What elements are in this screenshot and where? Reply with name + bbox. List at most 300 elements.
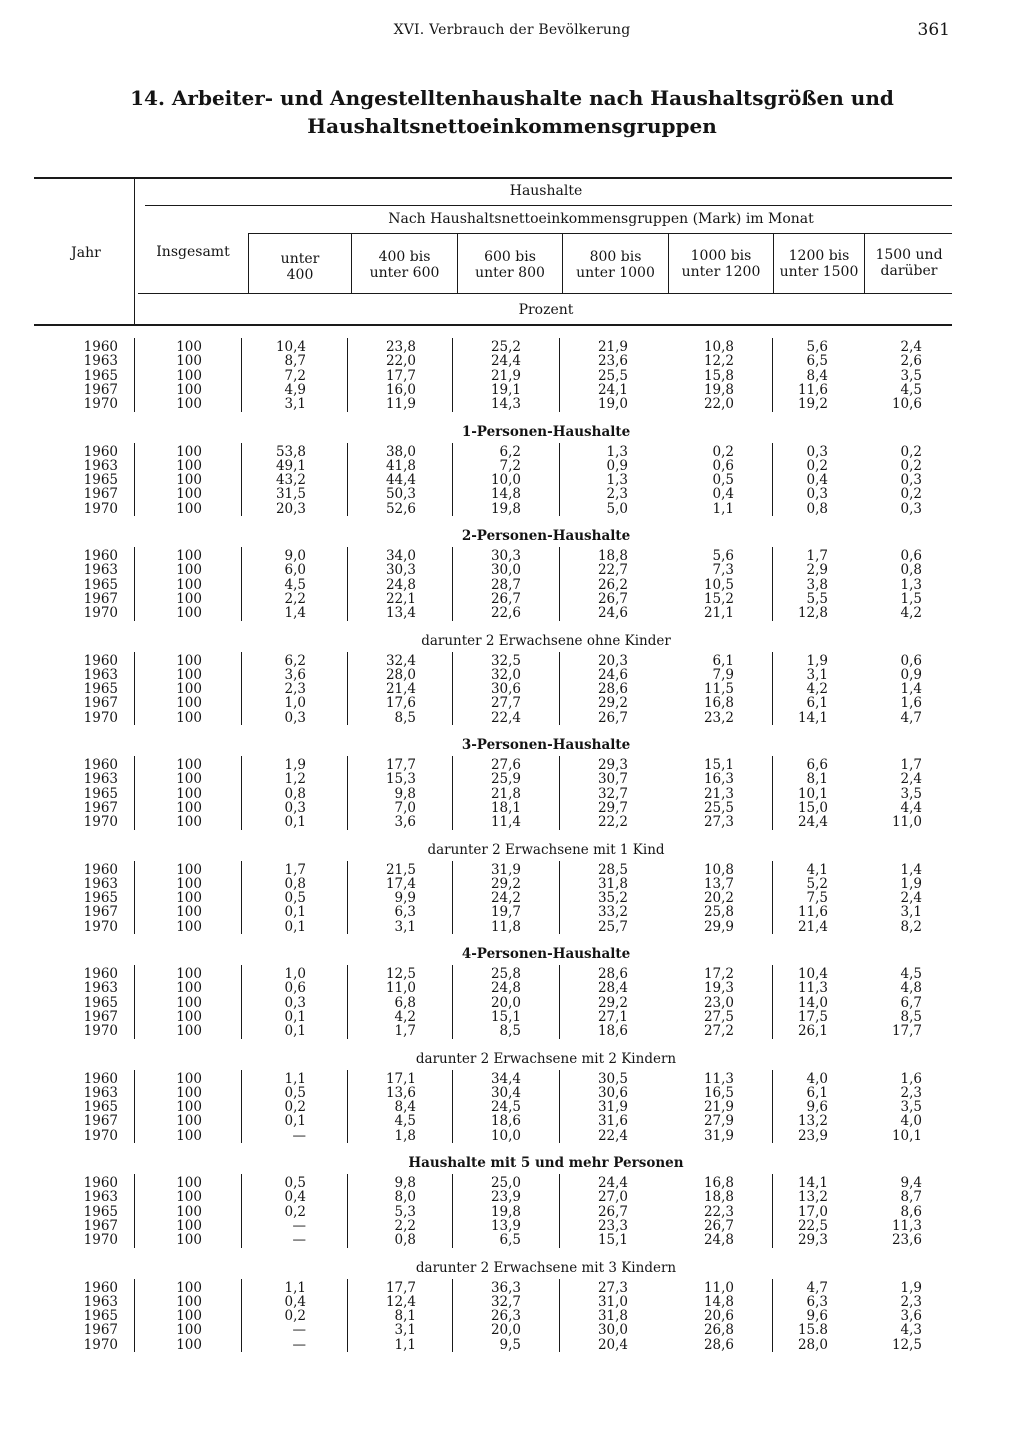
value-cell: 14,1	[797, 709, 828, 726]
table-row	[0, 758, 1024, 772]
value-cell: 30,3	[490, 548, 521, 564]
value-cell: 7,3	[712, 562, 734, 579]
value-cell: 18,8	[597, 548, 628, 564]
running-head: XVI. Verbrauch der Bevölkerung	[393, 22, 631, 38]
value-cell: 26,1	[797, 1023, 828, 1040]
value-cell: 19,7	[490, 904, 521, 921]
page-number: 361	[917, 20, 950, 40]
value-cell: 0,3	[284, 709, 306, 726]
value-cell: 3,1	[284, 396, 306, 413]
value-cell: 8,1	[806, 771, 828, 788]
value-cell: 8,6	[900, 1203, 922, 1220]
value-cell: 17,5	[797, 1008, 828, 1025]
year-cell: 1967	[83, 1217, 118, 1234]
year-cell: 1963	[83, 457, 118, 474]
value-cell: 24,4	[797, 814, 828, 831]
value-cell: 27,6	[490, 757, 521, 773]
value-cell: 1,3	[606, 443, 628, 460]
year-cell: 1970	[83, 605, 118, 622]
value-cell: —	[292, 1127, 306, 1144]
value-cell: 41,8	[385, 457, 416, 474]
table-row	[0, 877, 1024, 891]
header-col-800-1000	[564, 249, 667, 281]
value-cell: 21,9	[703, 1099, 734, 1116]
year-cell: 1960	[83, 757, 118, 773]
value-cell: 19,0	[597, 396, 628, 413]
value-cell: 30,5	[597, 1070, 628, 1087]
value-cell: 1,6	[900, 1070, 922, 1087]
value-cell: 31,6	[597, 1113, 628, 1130]
value-cell: 12,8	[797, 605, 828, 622]
value-cell: 1,1	[284, 1070, 306, 1087]
value-cell: 100	[176, 367, 202, 384]
value-cell: 27,0	[597, 1189, 628, 1206]
value-cell: 9,0	[284, 548, 306, 564]
value-cell: 30,6	[597, 1084, 628, 1101]
year-cell: 1960	[83, 1070, 118, 1087]
value-cell: 100	[176, 396, 202, 413]
table-row	[0, 397, 1024, 411]
value-cell: 100	[176, 605, 202, 622]
value-cell: 28,4	[597, 980, 628, 997]
value-cell: 8,7	[900, 1189, 922, 1206]
value-cell: 21,4	[797, 918, 828, 935]
year-cell: 1963	[83, 666, 118, 683]
value-cell: 9,6	[806, 1308, 828, 1325]
value-cell: 0,2	[900, 457, 922, 474]
value-cell: 23,0	[703, 994, 734, 1011]
value-cell: 23,6	[597, 353, 628, 370]
value-cell: 19,8	[703, 381, 734, 398]
value-cell: 32,4	[385, 652, 416, 669]
value-cell: 6,6	[806, 757, 828, 773]
value-cell: —	[292, 1232, 306, 1249]
value-cell: 1,4	[900, 861, 922, 878]
value-cell: 8,4	[806, 367, 828, 384]
value-cell: 21,3	[703, 785, 734, 802]
year-cell: 1963	[83, 562, 118, 579]
value-cell: 8,5	[394, 709, 416, 726]
value-cell: 6,1	[712, 652, 734, 669]
value-cell: 100	[176, 353, 202, 370]
year-cell: 1965	[83, 367, 118, 384]
value-cell: 0,1	[284, 918, 306, 935]
value-cell: 20,2	[703, 890, 734, 907]
value-cell: 6,5	[499, 1232, 521, 1249]
value-cell: 11,3	[703, 1070, 734, 1087]
table-row	[0, 1010, 1024, 1024]
value-cell: 2,4	[900, 339, 922, 355]
value-cell: 3,1	[394, 1322, 416, 1339]
value-cell: 7,5	[806, 890, 828, 907]
value-cell: 22,6	[490, 605, 521, 622]
value-cell: 25,8	[490, 966, 521, 982]
year-cell: 1965	[83, 1203, 118, 1220]
value-cell: 27,3	[597, 1279, 628, 1296]
table-row	[0, 815, 1024, 829]
table-row	[0, 772, 1024, 786]
value-cell: 15,2	[703, 590, 734, 607]
top-rule	[34, 177, 952, 179]
value-cell: 11,6	[797, 381, 828, 398]
value-cell: 100	[176, 1175, 202, 1191]
header-col-unter-400	[250, 251, 350, 283]
value-cell: 1,4	[900, 681, 922, 698]
value-cell: 19,8	[490, 500, 521, 517]
table-row	[0, 1114, 1024, 1128]
value-cell: 0,5	[284, 1175, 306, 1191]
value-cell: 16,5	[703, 1084, 734, 1101]
value-cell: 24,8	[703, 1232, 734, 1249]
year-cell: 1963	[83, 1084, 118, 1101]
year-cell: 1960	[83, 443, 118, 460]
value-cell: 0,3	[900, 472, 922, 489]
header-col-600-800	[459, 249, 561, 281]
value-cell: 20,3	[597, 652, 628, 669]
value-cell: 1,9	[284, 757, 306, 773]
value-cell: 28,0	[797, 1336, 828, 1353]
rule-above-prozent	[138, 293, 952, 294]
value-cell: 25,9	[490, 771, 521, 788]
header-col-line-2: unter 800	[475, 265, 545, 281]
value-cell: 17,2	[703, 966, 734, 982]
year-cell: 1960	[83, 1279, 118, 1296]
value-cell: 21,1	[703, 605, 734, 622]
value-cell: 3,1	[806, 666, 828, 683]
year-cell: 1970	[83, 1232, 118, 1249]
table-row	[0, 1309, 1024, 1323]
value-cell: 1,4	[284, 605, 306, 622]
year-cell: 1967	[83, 904, 118, 921]
value-cell: —	[292, 1217, 306, 1234]
value-cell: 24,5	[490, 1099, 521, 1116]
value-cell: 0,1	[284, 1113, 306, 1130]
value-cell: 15,3	[385, 771, 416, 788]
value-cell: 8,7	[284, 353, 306, 370]
value-cell: 11,3	[797, 980, 828, 997]
value-cell: 10,0	[490, 472, 521, 489]
value-cell: 44,4	[385, 472, 416, 489]
year-cell: 1970	[83, 1127, 118, 1144]
value-cell: 100	[176, 861, 202, 878]
value-cell: 5,3	[394, 1203, 416, 1220]
header-col-line-1: 400 bis	[378, 249, 431, 265]
value-cell: 8,4	[394, 1099, 416, 1116]
value-cell: 6,3	[394, 904, 416, 921]
header-col-1500-plus	[866, 247, 952, 279]
value-cell: 4,5	[394, 1113, 416, 1130]
value-cell: 6,2	[284, 652, 306, 669]
value-cell: 29,2	[597, 994, 628, 1011]
value-cell: 26,7	[490, 590, 521, 607]
value-cell: 6,7	[900, 994, 922, 1011]
value-cell: 0,8	[900, 562, 922, 579]
table-row	[0, 696, 1024, 710]
table-row	[0, 1281, 1024, 1295]
rule-under-haushalte	[145, 205, 952, 206]
value-cell: 14,8	[703, 1293, 734, 1310]
value-cell: 1,1	[284, 1279, 306, 1296]
header-col-line-2: unter 600	[369, 265, 440, 281]
value-cell: 4,9	[284, 381, 306, 398]
value-cell: 4,0	[900, 1113, 922, 1130]
value-cell: 100	[176, 576, 202, 593]
year-cell: 1967	[83, 590, 118, 607]
value-cell: 0,1	[284, 904, 306, 921]
value-cell: 3,6	[900, 1308, 922, 1325]
header-col-line-1: unter	[280, 251, 320, 267]
table-row	[0, 891, 1024, 905]
value-cell: 31,9	[490, 861, 521, 878]
year-cell: 1967	[83, 486, 118, 503]
value-cell: 2,2	[394, 1217, 416, 1234]
value-cell: 13,4	[385, 605, 416, 622]
value-cell: 14,3	[490, 396, 521, 413]
value-cell: 1,7	[394, 1023, 416, 1040]
value-cell: 1,5	[900, 590, 922, 607]
table-row	[0, 354, 1024, 368]
value-cell: 0,2	[284, 1099, 306, 1116]
value-cell: 8,2	[900, 918, 922, 935]
value-cell: 3,1	[900, 904, 922, 921]
value-cell: 24,4	[597, 1175, 628, 1191]
value-cell: 25,7	[597, 918, 628, 935]
value-cell: 100	[176, 918, 202, 935]
value-cell: 0,4	[284, 1189, 306, 1206]
value-cell: 0,1	[284, 1008, 306, 1025]
value-cell: 15,1	[597, 1232, 628, 1249]
section-label: 1-Personen-Haushalte	[461, 423, 631, 440]
value-cell: 12,2	[703, 353, 734, 370]
value-cell: 2,3	[606, 486, 628, 503]
table-row	[0, 787, 1024, 801]
value-cell: 100	[176, 1113, 202, 1130]
value-cell: 11,0	[385, 980, 416, 997]
value-cell: 100	[176, 890, 202, 907]
value-cell: 0,2	[900, 486, 922, 503]
value-cell: 23,3	[597, 1217, 628, 1234]
value-cell: 26,7	[703, 1217, 734, 1234]
value-cell: 25,8	[703, 904, 734, 921]
header-col-1200-1500	[775, 248, 863, 280]
value-cell: 2,4	[900, 771, 922, 788]
value-cell: 100	[176, 1084, 202, 1101]
value-cell: 29,3	[597, 757, 628, 773]
value-cell: 0,5	[284, 890, 306, 907]
value-cell: 29,3	[797, 1232, 828, 1249]
value-cell: 27,7	[490, 695, 521, 712]
value-cell: 31,8	[597, 1308, 628, 1325]
value-cell: 32,7	[597, 785, 628, 802]
value-cell: 19,3	[703, 980, 734, 997]
table-row	[0, 578, 1024, 592]
value-cell: 30,7	[597, 771, 628, 788]
value-cell: 50,3	[385, 486, 416, 503]
value-cell: 21,9	[597, 339, 628, 355]
year-cell: 1970	[83, 500, 118, 517]
value-cell: 1,3	[900, 576, 922, 593]
value-cell: 22,4	[490, 709, 521, 726]
value-cell: 30,4	[490, 1084, 521, 1101]
value-cell: 31,0	[597, 1293, 628, 1310]
value-cell: 32,7	[490, 1293, 521, 1310]
value-cell: 4,2	[900, 605, 922, 622]
value-cell: 100	[176, 1127, 202, 1144]
value-cell: 23,9	[797, 1127, 828, 1144]
value-cell: 100	[176, 1189, 202, 1206]
value-cell: 18,8	[703, 1189, 734, 1206]
value-cell: 1,7	[806, 548, 828, 564]
value-cell: 100	[176, 1070, 202, 1087]
value-cell: 25,5	[703, 799, 734, 816]
header-prozent: Prozent	[518, 302, 574, 318]
value-cell: 3,5	[900, 1099, 922, 1116]
year-cell: 1960	[83, 548, 118, 564]
table-row	[0, 369, 1024, 383]
value-cell: 100	[176, 904, 202, 921]
year-cell: 1967	[83, 1322, 118, 1339]
value-cell: 9,8	[394, 1175, 416, 1191]
value-cell: 28,0	[385, 666, 416, 683]
header-col-line-2: darüber	[880, 263, 938, 279]
value-cell: 100	[176, 771, 202, 788]
value-cell: 11,0	[891, 814, 922, 831]
value-cell: 10,1	[797, 785, 828, 802]
value-cell: 24,6	[597, 605, 628, 622]
value-cell: 2,3	[900, 1293, 922, 1310]
value-cell: 13,6	[385, 1084, 416, 1101]
value-cell: 15.8	[797, 1322, 828, 1339]
value-cell: 1,6	[900, 695, 922, 712]
value-cell: 11,6	[797, 904, 828, 921]
header-col-line-2: unter 1500	[779, 264, 859, 280]
value-cell: 0,3	[284, 799, 306, 816]
value-cell: 10,4	[797, 966, 828, 982]
value-cell: 9,4	[900, 1175, 922, 1191]
value-cell: 0,9	[900, 666, 922, 683]
value-cell: 35,2	[597, 890, 628, 907]
value-cell: 26,2	[597, 576, 628, 593]
value-cell: 9,5	[499, 1336, 521, 1353]
value-cell: 4,5	[284, 576, 306, 593]
value-cell: 6,0	[284, 562, 306, 579]
value-cell: 18,6	[597, 1023, 628, 1040]
value-cell: 6,3	[806, 1293, 828, 1310]
value-cell: 22,1	[385, 590, 416, 607]
value-cell: 8,5	[499, 1023, 521, 1040]
value-cell: 100	[176, 1293, 202, 1310]
value-cell: 100	[176, 1308, 202, 1325]
value-cell: 18,6	[490, 1113, 521, 1130]
value-cell: 100	[176, 1322, 202, 1339]
header-col-line-1: 1200 bis	[788, 248, 850, 264]
value-cell: 13,9	[490, 1217, 521, 1234]
rule-under-group-label	[248, 233, 952, 234]
value-cell: 15,0	[797, 799, 828, 816]
value-cell: 2,3	[284, 681, 306, 698]
table-row	[0, 1219, 1024, 1233]
value-cell: 24,8	[490, 980, 521, 997]
table-row	[0, 1323, 1024, 1337]
value-cell: 5,2	[806, 875, 828, 892]
value-cell: 0,9	[606, 457, 628, 474]
value-cell: 1,9	[900, 875, 922, 892]
header-vline-jahr	[134, 179, 135, 325]
value-cell: 2,6	[900, 353, 922, 370]
value-cell: 100	[176, 875, 202, 892]
value-cell: 13,2	[797, 1189, 828, 1206]
year-cell: 1960	[83, 966, 118, 982]
value-cell: 7,2	[284, 367, 306, 384]
section-label: 4-Personen-Haushalte	[461, 946, 631, 962]
value-cell: 27,9	[703, 1113, 734, 1130]
value-cell: 100	[176, 1279, 202, 1296]
value-cell: 29,2	[597, 695, 628, 712]
table-row	[0, 340, 1024, 354]
section-label: Haushalte mit 5 und mehr Personen	[408, 1155, 684, 1171]
value-cell: 2,3	[900, 1084, 922, 1101]
year-cell: 1967	[83, 1113, 118, 1130]
value-cell: 20,6	[703, 1308, 734, 1325]
value-cell: 100	[176, 980, 202, 997]
value-cell: 17,7	[385, 1279, 416, 1296]
value-cell: 34,0	[385, 548, 416, 564]
value-cell: 11,3	[891, 1217, 922, 1234]
table-row	[0, 920, 1024, 934]
header-col-line-1: 800 bis	[589, 249, 642, 265]
value-cell: 13,2	[797, 1113, 828, 1130]
value-cell: 0,8	[394, 1232, 416, 1249]
table-row	[0, 1100, 1024, 1114]
value-cell: 27,5	[703, 1008, 734, 1025]
year-cell: 1965	[83, 785, 118, 802]
value-cell: 9,9	[394, 890, 416, 907]
value-cell: 25,5	[597, 367, 628, 384]
value-cell: 0,8	[806, 500, 828, 517]
value-cell: 20,0	[490, 1322, 521, 1339]
value-cell: 21,9	[490, 367, 521, 384]
year-cell: 1967	[83, 695, 118, 712]
year-cell: 1970	[83, 1023, 118, 1040]
value-cell: 14,8	[490, 486, 521, 503]
value-cell: 0,4	[806, 472, 828, 489]
value-cell: 5,0	[606, 500, 628, 517]
value-cell: 31,9	[597, 1099, 628, 1116]
value-cell: 100	[176, 814, 202, 831]
value-cell: 12,5	[385, 966, 416, 982]
value-cell: 21,4	[385, 681, 416, 698]
value-cell: 4,5	[900, 966, 922, 982]
value-cell: 24,2	[490, 890, 521, 907]
value-cell: 33,2	[597, 904, 628, 921]
table-row	[0, 1338, 1024, 1352]
value-cell: 1,7	[900, 757, 922, 773]
value-cell: 10,5	[703, 576, 734, 593]
value-cell: 11,9	[385, 396, 416, 413]
value-cell: 3,8	[806, 576, 828, 593]
value-cell: 17,4	[385, 875, 416, 892]
value-cell: 17,7	[385, 757, 416, 773]
value-cell: 100	[176, 799, 202, 816]
value-cell: 4,1	[806, 861, 828, 878]
table-title-line-2: Haushaltsnettoeinkommensgruppen	[307, 114, 717, 138]
value-cell: 0,5	[712, 472, 734, 489]
value-cell: 100	[176, 443, 202, 460]
value-cell: 15,8	[703, 367, 734, 384]
value-cell: 100	[176, 695, 202, 712]
value-cell: 5,6	[806, 339, 828, 355]
value-cell: 31,8	[597, 875, 628, 892]
